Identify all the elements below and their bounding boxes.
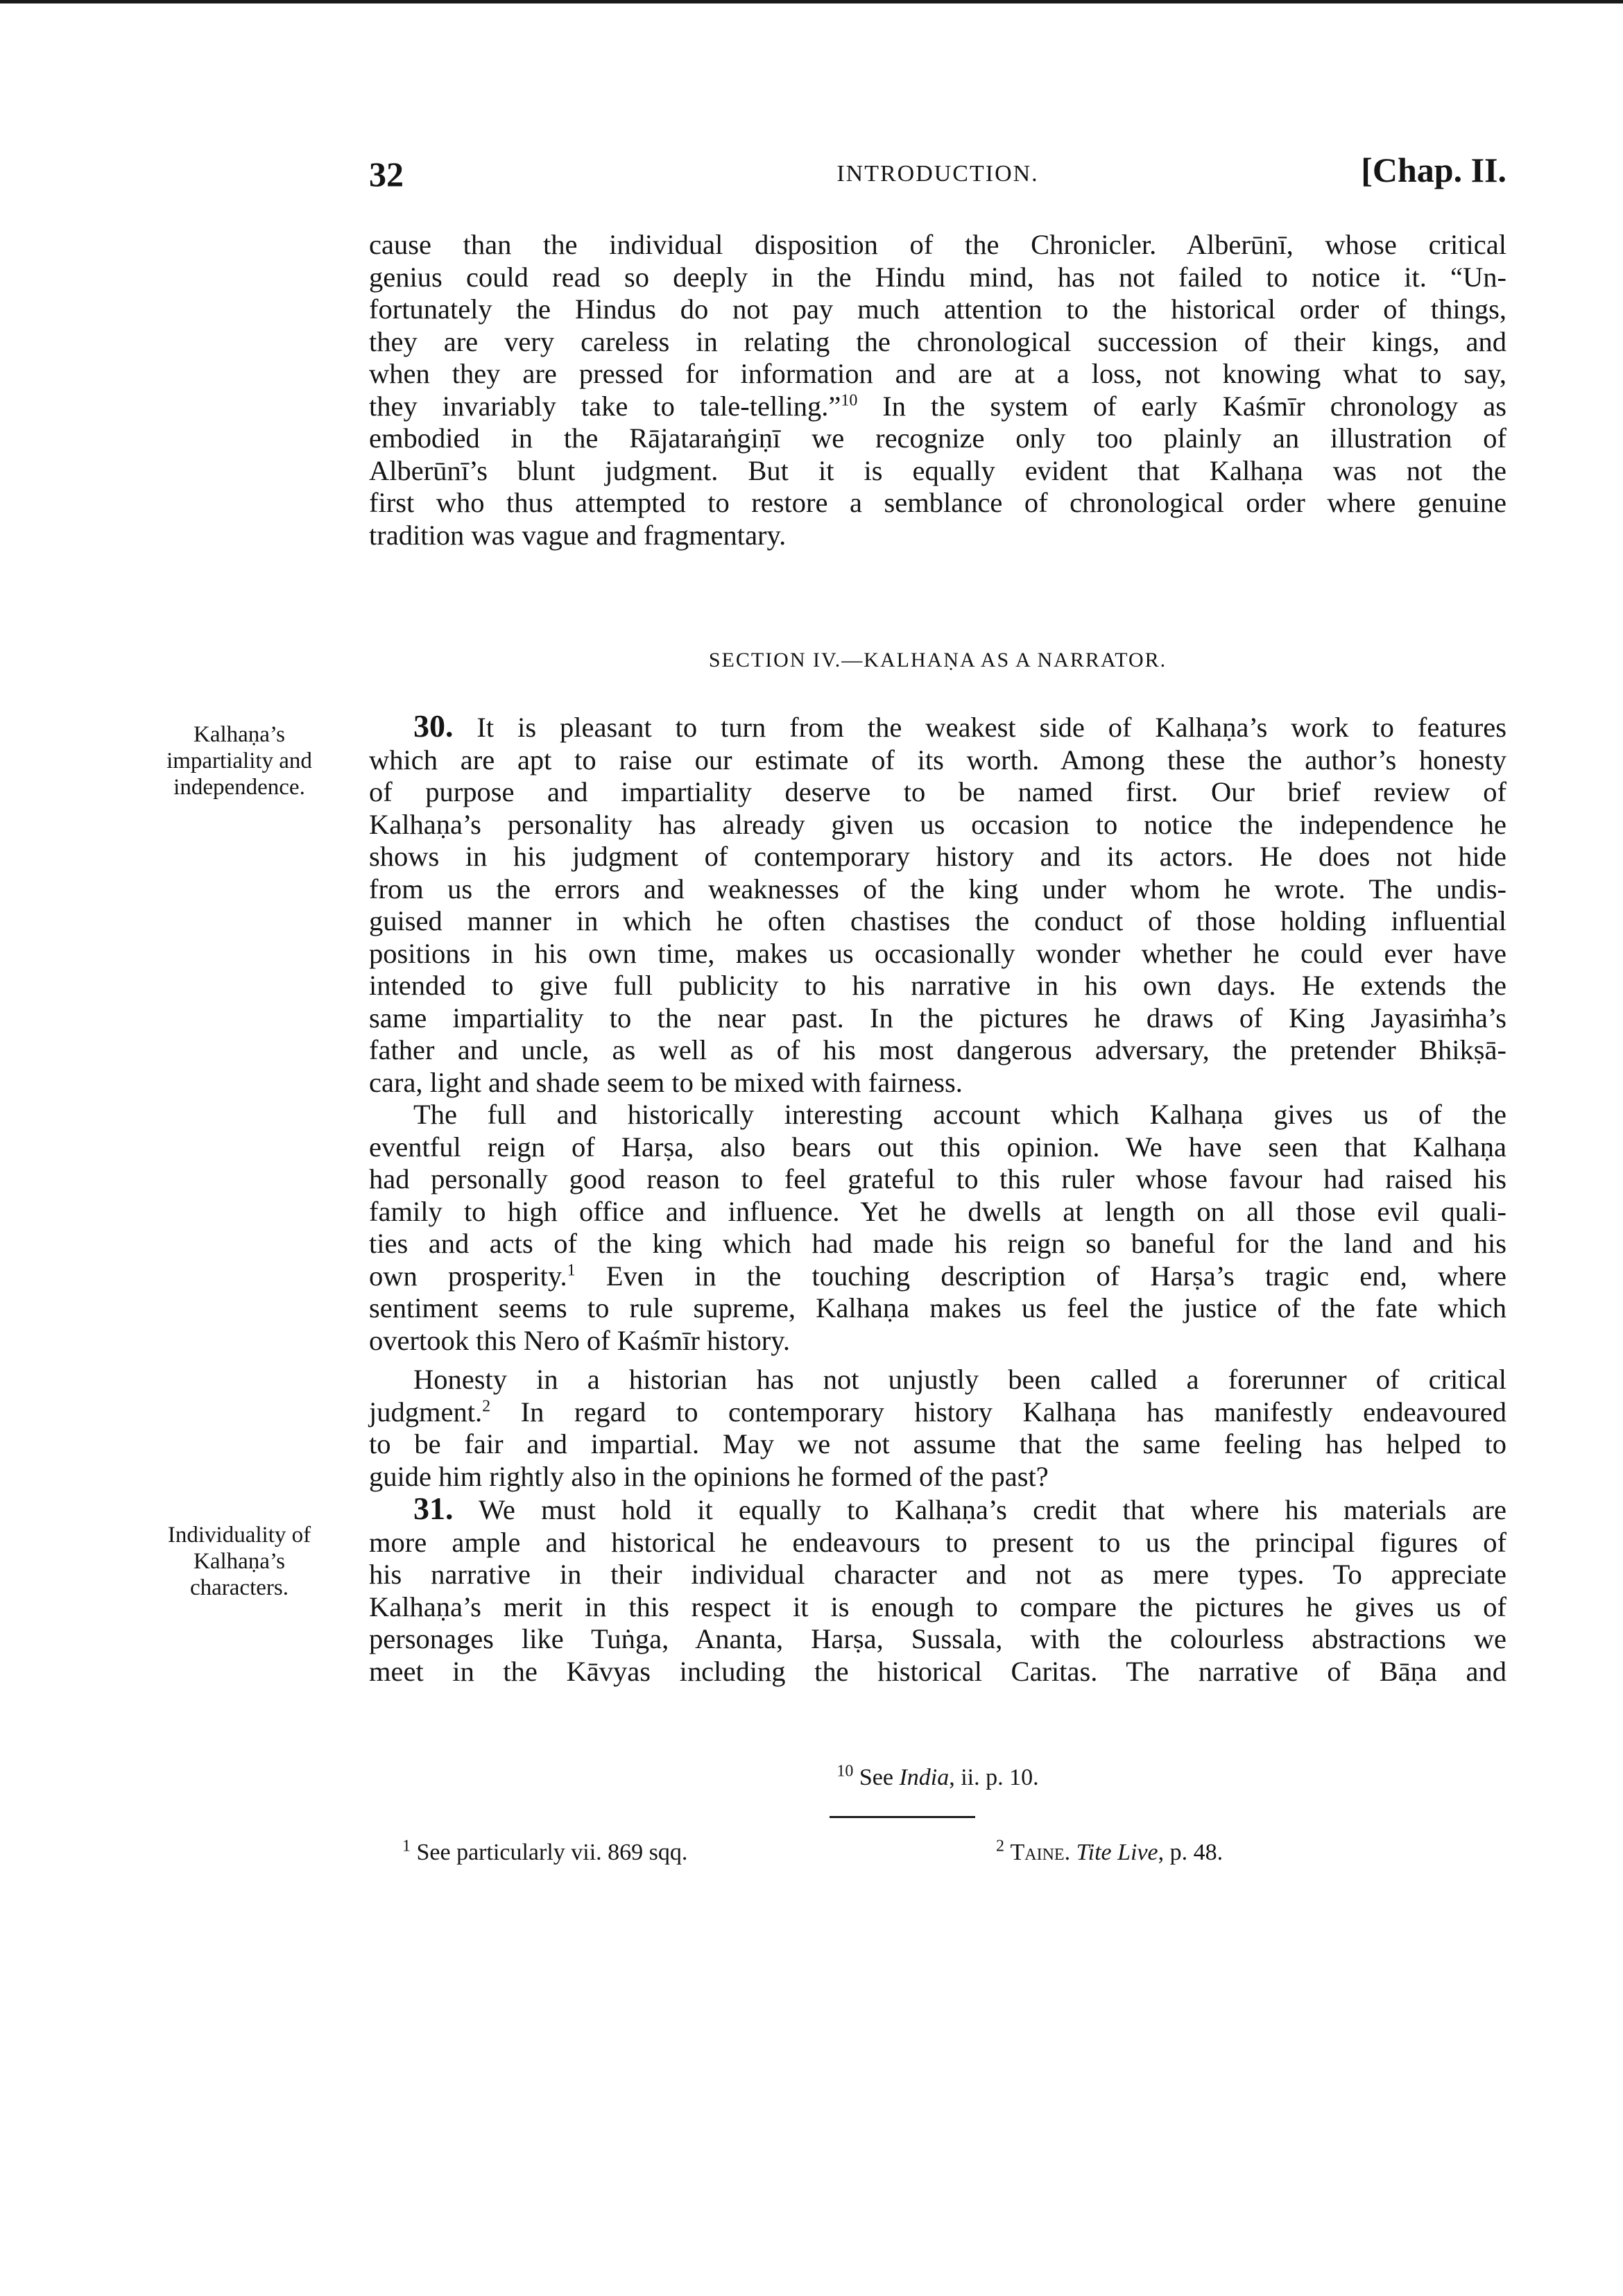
text-line xyxy=(369,710,1506,744)
text-line: personages like Tuṅga, Ananta, Harṣa, Sussala, with the colourless abstractions we xyxy=(369,1623,1506,1654)
text-line: which are apt to raise our estimate of its worth. Among these the author’s honesty xyxy=(369,744,1506,776)
text-line: tradition was vague and fragmentary. xyxy=(369,519,787,551)
footnote-text: See particularly vii. 869 sqq. xyxy=(416,1840,688,1865)
text-line: The full and historically interesting account which Kalhaṇa gives us of the xyxy=(413,1099,1506,1130)
text-fragment: they invariably take to tale-telling.” xyxy=(369,390,841,422)
footnote-2 xyxy=(996,1837,1223,1866)
text-line xyxy=(369,1260,1506,1293)
sidenote-impartiality xyxy=(128,721,350,800)
footnote-marker: 10 xyxy=(841,391,858,409)
text-line: sentiment seems to rule supreme, Kalhaṇa makes us feel the justice of the fate which xyxy=(369,1292,1506,1323)
footnote-marker: 2 xyxy=(996,1837,1004,1856)
sidenote-line: independence. xyxy=(173,775,305,800)
text-line xyxy=(369,1493,1506,1527)
opening-paragraph xyxy=(369,229,1506,551)
text-line: shows in his judgment of contemporary history and its actors. He does not hide xyxy=(369,841,1506,872)
text-line: eventful reign of Harṣa, also bears out this opinion. We have seen that Kalhaṇa xyxy=(369,1131,1506,1163)
sidenote-line: Kalhaṇa’s xyxy=(194,1549,285,1574)
text-line: first who thus attempted to restore a semblance of chronological order where genuine xyxy=(369,487,1506,518)
footnote-marker: 1 xyxy=(402,1837,411,1856)
text-line xyxy=(369,391,1506,423)
text-line: his narrative in their individual character and not as mere types. To appreciate xyxy=(369,1559,1506,1590)
text-line: Kalhaṇa’s personality has already given us occasion to notice the independence he xyxy=(369,808,1506,840)
text-fragment: In regard to contemporary history Kalhaṇa has manifestly endeavoured xyxy=(490,1396,1506,1428)
text-line: genius could read so deeply in the Hindu mind, has not failed to notice it. “Un- xyxy=(369,261,1506,293)
text-fragment: In the system of early Kaśmīr chronology as xyxy=(857,390,1506,422)
text-line: to be fair and impartial. May we not assume that the same feeling has helped to xyxy=(369,1428,1506,1459)
text-line: when they are pressed for information and are at a loss, not knowing what to say, xyxy=(369,358,1506,389)
text-line: Honesty in a historian has not unjustly been called a forerunner of critical xyxy=(413,1364,1506,1395)
text-fragment: Even in the touching description of Harṣa’s tragic end, where xyxy=(575,1260,1506,1292)
footnote-marker: 2 xyxy=(482,1397,491,1415)
text-line: positions in his own time, makes us occasionally wonder whether he could ever have xyxy=(369,937,1506,969)
text-fragment: It is pleasant to turn from the weakest side of Kalhaṇa’s work to features xyxy=(476,712,1506,743)
paragraph-number: 31. xyxy=(413,1491,454,1526)
text-line: ties and acts of the king which had made his reign so baneful for the land and his xyxy=(369,1228,1506,1259)
text-line: from us the errors and weaknesses of the king under whom he wrote. The undis- xyxy=(369,873,1506,905)
text-line: guide him rightly also in the opinions he formed of the past? xyxy=(369,1460,1049,1492)
text-line: they are very careless in relating the chronological succession of their kings, and xyxy=(369,325,1506,357)
page-number: 32 xyxy=(369,155,404,194)
footnote-1 xyxy=(402,1837,688,1866)
section-heading: SECTION IV.—KALHAṆA AS A NARRATOR. xyxy=(708,649,1167,671)
footnote-title: India xyxy=(899,1765,950,1790)
footnote-10 xyxy=(369,1762,1506,1791)
sidenote-line: Individuality of xyxy=(167,1523,311,1548)
sidenote-line: impartiality and xyxy=(166,748,312,773)
sidenote-line: characters. xyxy=(190,1575,289,1600)
chapter-label: [Chap. II. xyxy=(1361,151,1506,189)
footnote-marker: 10 xyxy=(836,1762,854,1781)
text-fragment: We must hold it equally to Kalhaṇa’s credit that where his materials are xyxy=(478,1494,1506,1525)
text-line: embodied in the Rājataraṅgiṇī we recognize only too plainly an illustration of xyxy=(369,422,1506,454)
footnote-text: , p. 48. xyxy=(1158,1840,1223,1865)
footnote-author: Taine. xyxy=(1010,1840,1071,1865)
sidenote-line: Kalhaṇa’s xyxy=(194,722,285,747)
text-line: fortunately the Hindus do not pay much attention to the historical order of things, xyxy=(369,293,1506,325)
text-line: had personally good reason to feel grateful to this ruler whose favour had raised his xyxy=(369,1163,1506,1194)
running-title: INTRODUCTION. xyxy=(836,161,1039,187)
text-line: father and uncle, as well as of his most dangerous adversary, the pretender Bhikṣā- xyxy=(369,1034,1506,1065)
text-line: meet in the Kāvyas including the historical Caritas. The narrative of Bāṇa and xyxy=(369,1655,1506,1687)
section-body xyxy=(369,710,1506,1688)
text-line: more ample and historical he endeavours to present to us the principal figures of xyxy=(369,1526,1506,1558)
page-header xyxy=(369,151,1506,203)
text-line xyxy=(369,1396,1506,1429)
text-line: overtook this Nero of Kaśmīr history. xyxy=(369,1324,791,1356)
text-line: Kalhaṇa’s merit in this respect it is enough to compare the pictures he gives us of xyxy=(369,1591,1506,1622)
text-line: cara, light and shade seem to be mixed with fairness. xyxy=(369,1066,963,1098)
footnote-rule xyxy=(830,1816,975,1818)
text-line: cause than the individual disposition of the Chronicler. Alberūnī, whose critical xyxy=(369,229,1506,260)
text-line: of purpose and impartiality deserve to be named first. Our brief review of xyxy=(369,776,1506,807)
footnote-text: , ii. p. 10. xyxy=(949,1765,1039,1790)
footnote-text: See xyxy=(859,1765,900,1790)
text-line: same impartiality to the near past. In the pictures he draws of King Jayasiṁha’s xyxy=(369,1002,1506,1034)
text-fragment: own prosperity. xyxy=(369,1260,567,1292)
footnote-title: Tite Live xyxy=(1076,1840,1158,1865)
paragraph-number: 30. xyxy=(413,708,454,744)
text-line: guised manner in which he often chastises the conduct of those holding influential xyxy=(369,905,1506,936)
footnote-marker: 1 xyxy=(567,1261,576,1279)
text-fragment: judgment. xyxy=(369,1396,483,1428)
text-line: Alberūnī’s blunt judgment. But it is equally evident that Kalhaṇa was not the xyxy=(369,454,1506,486)
sidenote-individuality xyxy=(128,1522,350,1601)
top-border xyxy=(0,0,1623,3)
text-line: intended to give full publicity to his narrative in his own days. He extends the xyxy=(369,970,1506,1001)
text-line: family to high office and influence. Yet he dwells at length on all those evil quali- xyxy=(369,1195,1506,1227)
